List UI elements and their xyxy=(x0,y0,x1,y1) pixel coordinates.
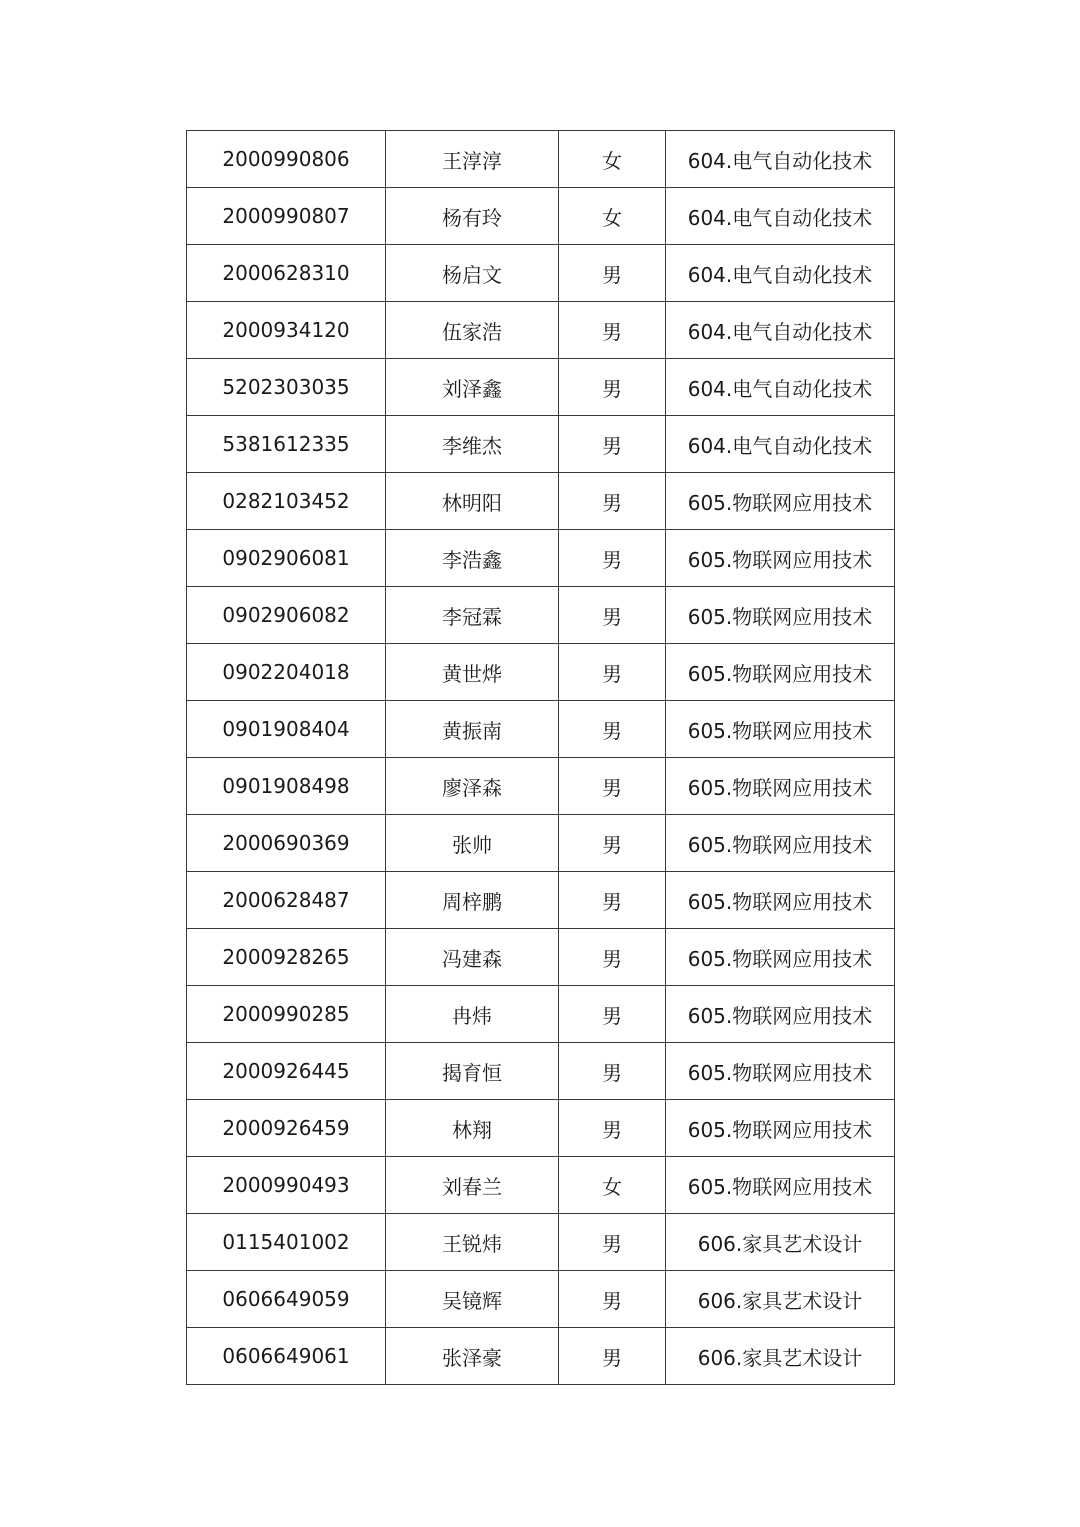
gender-cell: 男 xyxy=(559,1214,666,1271)
major-cell: 606.家具艺术设计 xyxy=(666,1271,895,1328)
major-cell: 606.家具艺术设计 xyxy=(666,1328,895,1385)
gender-cell: 男 xyxy=(559,701,666,758)
table-row xyxy=(187,758,895,815)
gender-cell: 男 xyxy=(559,872,666,929)
student-name-cell: 黄振南 xyxy=(386,701,559,758)
student-name-cell: 刘春兰 xyxy=(386,1157,559,1214)
table-row xyxy=(187,815,895,872)
student-name-cell: 揭育恒 xyxy=(386,1043,559,1100)
table-row xyxy=(187,1043,895,1100)
student-id-cell: 0282103452 xyxy=(187,473,386,530)
gender-cell: 男 xyxy=(559,758,666,815)
gender-cell: 女 xyxy=(559,1157,666,1214)
table-row xyxy=(187,701,895,758)
major-cell: 604.电气自动化技术 xyxy=(666,188,895,245)
roster-body xyxy=(187,131,895,1385)
student-name-cell: 林明阳 xyxy=(386,473,559,530)
gender-cell: 男 xyxy=(559,416,666,473)
gender-cell: 男 xyxy=(559,359,666,416)
major-cell: 605.物联网应用技术 xyxy=(666,1043,895,1100)
student-id-cell: 5381612335 xyxy=(187,416,386,473)
student-name-cell: 张泽豪 xyxy=(386,1328,559,1385)
gender-cell: 男 xyxy=(559,245,666,302)
student-name-cell: 廖泽森 xyxy=(386,758,559,815)
major-cell: 605.物联网应用技术 xyxy=(666,758,895,815)
student-id-cell: 0902906082 xyxy=(187,587,386,644)
student-name-cell: 伍家浩 xyxy=(386,302,559,359)
student-id-cell: 2000928265 xyxy=(187,929,386,986)
student-name-cell: 杨启文 xyxy=(386,245,559,302)
table-row xyxy=(187,1214,895,1271)
table-row xyxy=(187,131,895,188)
major-cell: 605.物联网应用技术 xyxy=(666,644,895,701)
student-id-cell: 0902906081 xyxy=(187,530,386,587)
student-id-cell: 0901908404 xyxy=(187,701,386,758)
student-id-cell: 5202303035 xyxy=(187,359,386,416)
major-cell: 605.物联网应用技术 xyxy=(666,986,895,1043)
student-id-cell: 0115401002 xyxy=(187,1214,386,1271)
major-cell: 605.物联网应用技术 xyxy=(666,473,895,530)
table-row xyxy=(187,929,895,986)
major-cell: 605.物联网应用技术 xyxy=(666,587,895,644)
gender-cell: 男 xyxy=(559,986,666,1043)
major-cell: 605.物联网应用技术 xyxy=(666,1157,895,1214)
student-id-cell: 2000690369 xyxy=(187,815,386,872)
student-name-cell: 冉炜 xyxy=(386,986,559,1043)
gender-cell: 男 xyxy=(559,644,666,701)
student-id-cell: 0606649061 xyxy=(187,1328,386,1385)
major-cell: 605.物联网应用技术 xyxy=(666,872,895,929)
student-id-cell: 2000934120 xyxy=(187,302,386,359)
student-name-cell: 刘泽鑫 xyxy=(386,359,559,416)
student-name-cell: 王淳淳 xyxy=(386,131,559,188)
student-id-cell: 2000990806 xyxy=(187,131,386,188)
student-name-cell: 周梓鹏 xyxy=(386,872,559,929)
student-id-cell: 2000990493 xyxy=(187,1157,386,1214)
student-name-cell: 林翔 xyxy=(386,1100,559,1157)
table-row xyxy=(187,587,895,644)
table-row xyxy=(187,1271,895,1328)
gender-cell: 男 xyxy=(559,1328,666,1385)
student-name-cell: 黄世烨 xyxy=(386,644,559,701)
major-cell: 605.物联网应用技术 xyxy=(666,701,895,758)
student-name-cell: 冯建森 xyxy=(386,929,559,986)
student-id-cell: 2000926445 xyxy=(187,1043,386,1100)
table-row xyxy=(187,188,895,245)
gender-cell: 男 xyxy=(559,302,666,359)
table-row xyxy=(187,1157,895,1214)
major-cell: 604.电气自动化技术 xyxy=(666,245,895,302)
student-id-cell: 2000990807 xyxy=(187,188,386,245)
student-name-cell: 杨有玲 xyxy=(386,188,559,245)
student-id-cell: 2000628487 xyxy=(187,872,386,929)
table-row xyxy=(187,302,895,359)
major-cell: 605.物联网应用技术 xyxy=(666,1100,895,1157)
table-row xyxy=(187,473,895,530)
student-name-cell: 王锐炜 xyxy=(386,1214,559,1271)
table-row xyxy=(187,359,895,416)
gender-cell: 男 xyxy=(559,929,666,986)
student-id-cell: 2000990285 xyxy=(187,986,386,1043)
table-row xyxy=(187,872,895,929)
student-name-cell: 李冠霖 xyxy=(386,587,559,644)
student-id-cell: 2000628310 xyxy=(187,245,386,302)
table-row xyxy=(187,245,895,302)
gender-cell: 男 xyxy=(559,1100,666,1157)
major-cell: 605.物联网应用技术 xyxy=(666,815,895,872)
student-name-cell: 张帅 xyxy=(386,815,559,872)
table-row xyxy=(187,416,895,473)
table-row xyxy=(187,530,895,587)
gender-cell: 男 xyxy=(559,473,666,530)
gender-cell: 男 xyxy=(559,587,666,644)
student-id-cell: 0902204018 xyxy=(187,644,386,701)
gender-cell: 男 xyxy=(559,530,666,587)
major-cell: 604.电气自动化技术 xyxy=(666,359,895,416)
gender-cell: 女 xyxy=(559,188,666,245)
major-cell: 604.电气自动化技术 xyxy=(666,302,895,359)
gender-cell: 女 xyxy=(559,131,666,188)
student-id-cell: 2000926459 xyxy=(187,1100,386,1157)
major-cell: 605.物联网应用技术 xyxy=(666,929,895,986)
major-cell: 604.电气自动化技术 xyxy=(666,416,895,473)
student-id-cell: 0901908498 xyxy=(187,758,386,815)
major-cell: 604.电气自动化技术 xyxy=(666,131,895,188)
table-row xyxy=(187,644,895,701)
student-name-cell: 李维杰 xyxy=(386,416,559,473)
student-id-cell: 0606649059 xyxy=(187,1271,386,1328)
student-roster-table xyxy=(186,130,895,1385)
table-row xyxy=(187,986,895,1043)
table-row xyxy=(187,1100,895,1157)
major-cell: 606.家具艺术设计 xyxy=(666,1214,895,1271)
gender-cell: 男 xyxy=(559,1271,666,1328)
gender-cell: 男 xyxy=(559,815,666,872)
gender-cell: 男 xyxy=(559,1043,666,1100)
table-row xyxy=(187,1328,895,1385)
major-cell: 605.物联网应用技术 xyxy=(666,530,895,587)
student-name-cell: 吴镜辉 xyxy=(386,1271,559,1328)
student-name-cell: 李浩鑫 xyxy=(386,530,559,587)
